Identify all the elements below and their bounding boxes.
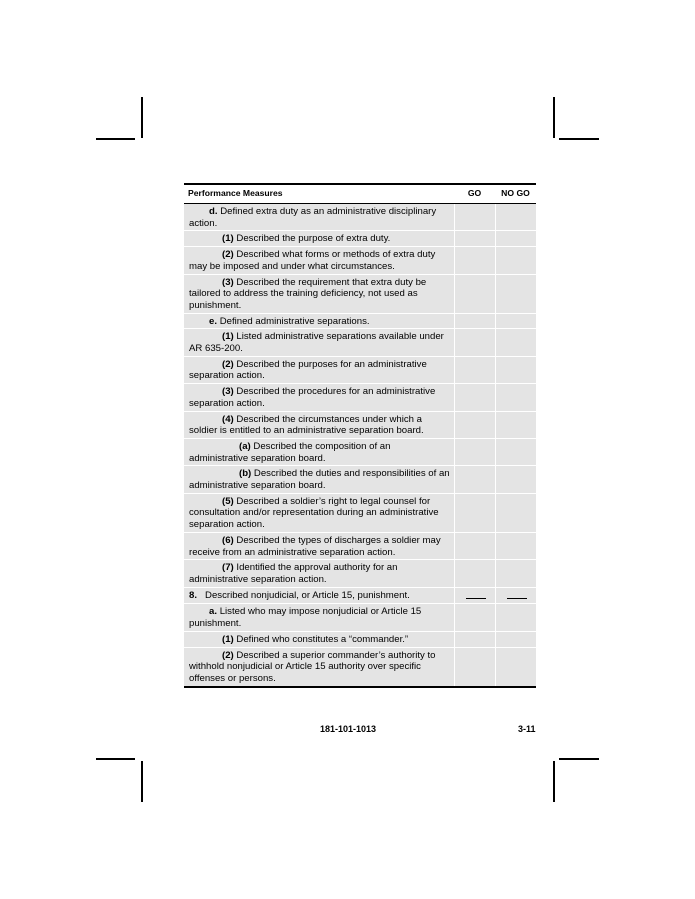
no-go-cell[interactable] [495, 356, 536, 383]
measure-cell [184, 532, 454, 559]
table-row [184, 274, 536, 313]
measure-text: Described the purpose of extra duty. [236, 233, 391, 245]
measure-text: Described a soldier’s right to legal counsel for consultation and/or representation during an administrative separation action. [189, 495, 439, 531]
go-cell[interactable] [454, 631, 495, 647]
measure-label: (4) [222, 413, 234, 425]
table-row [184, 631, 536, 647]
measure-text: Described nonjudicial, or Article 15, punishment. [205, 589, 410, 601]
measure-label: (7) [222, 562, 234, 574]
measure-cell [184, 466, 454, 493]
table-row [184, 231, 536, 247]
no-go-cell[interactable] [495, 204, 536, 231]
table-row [184, 313, 536, 329]
measure-cell [184, 647, 454, 687]
measure-label: 8. [189, 589, 198, 601]
crop-mark [96, 138, 135, 140]
no-go-cell[interactable] [495, 313, 536, 329]
measure-text: Defined extra duty as an administrative disciplinary action. [189, 206, 437, 229]
crop-mark [559, 758, 599, 760]
measure-cell [184, 329, 454, 356]
measure-cell [184, 313, 454, 329]
measure-cell [184, 274, 454, 313]
go-cell[interactable] [454, 313, 495, 329]
go-cell[interactable] [454, 604, 495, 631]
table-row [184, 493, 536, 532]
measure-text: Described the procedures for an administrative separation action. [189, 386, 436, 409]
no-go-header: NO GO [495, 184, 536, 204]
measure-label: (6) [222, 534, 234, 546]
go-cell[interactable] [454, 384, 495, 411]
table-row [184, 438, 536, 465]
no-go-cell[interactable] [495, 631, 536, 647]
measure-text: Defined administrative separations. [219, 315, 370, 327]
measure-text: Defined who constitutes a “commander.” [236, 633, 409, 645]
table-row [184, 356, 536, 383]
document-code: 181-101-1013 [320, 724, 377, 734]
crop-mark [141, 761, 143, 802]
table-row [184, 560, 536, 587]
measure-text: Identified the approval authority for an administrative separation action. [189, 562, 398, 585]
go-cell[interactable] [454, 329, 495, 356]
table-header-row [184, 184, 536, 204]
measure-label: (1) [222, 633, 234, 645]
no-go-cell[interactable] [495, 274, 536, 313]
no-go-blank-line [507, 590, 527, 599]
measure-text: Described a superior commander’s authority to withhold nonjudicial or Article 15 authority over specific offenses or persons. [189, 649, 436, 684]
no-go-cell[interactable] [495, 560, 536, 587]
table-row-main-task [184, 587, 536, 604]
table-row [184, 247, 536, 274]
no-go-cell[interactable] [495, 411, 536, 438]
measure-label: (1) [222, 233, 234, 245]
no-go-cell[interactable] [495, 604, 536, 631]
measure-label: (3) [222, 386, 234, 398]
go-cell[interactable] [454, 532, 495, 559]
crop-mark [553, 761, 555, 802]
crop-mark [553, 97, 555, 138]
measure-cell [184, 560, 454, 587]
measure-text: Listed who may impose nonjudicial or Article 15 punishment. [189, 606, 422, 630]
no-go-cell[interactable] [495, 384, 536, 411]
go-cell[interactable] [454, 204, 495, 231]
go-cell[interactable] [454, 231, 495, 247]
table-row [184, 532, 536, 559]
measure-text: Described the circumstances under which a soldier is entitled to an administrative separation board. [189, 413, 424, 437]
go-cell[interactable] [454, 560, 495, 587]
measure-text: Described the requirement that extra duty be tailored to address the training deficiency, not used as punishment. [189, 276, 427, 311]
measure-label: d. [209, 206, 218, 217]
table-row [184, 384, 536, 411]
measure-label: (3) [222, 276, 234, 288]
table-row [184, 647, 536, 687]
measure-label: (5) [222, 495, 234, 507]
measure-cell [184, 493, 454, 532]
measure-cell [184, 204, 454, 231]
measure-label: (2) [222, 249, 234, 261]
performance-measures-header: Performance Measures [184, 184, 454, 204]
go-cell[interactable] [454, 438, 495, 465]
crop-mark [141, 97, 143, 138]
go-cell[interactable] [454, 587, 495, 604]
go-cell[interactable] [454, 356, 495, 383]
measure-cell [184, 247, 454, 274]
measure-label: (2) [222, 649, 234, 661]
go-cell[interactable] [454, 247, 495, 274]
no-go-cell[interactable] [495, 493, 536, 532]
measure-text: Described the types of discharges a soldier may receive from an administrative separation action. [189, 534, 441, 558]
measure-cell [184, 604, 454, 631]
page-number: 3-11 [518, 724, 536, 734]
crop-mark [559, 138, 599, 140]
no-go-cell[interactable] [495, 532, 536, 559]
no-go-cell[interactable] [495, 247, 536, 274]
table-row [184, 204, 536, 231]
table-row [184, 604, 536, 631]
no-go-cell[interactable] [495, 329, 536, 356]
measure-text: Described the composition of an administrative separation board. [189, 440, 391, 464]
measure-label: a. [209, 606, 218, 618]
measure-cell [184, 411, 454, 438]
go-cell[interactable] [454, 466, 495, 493]
measure-label: (a) [239, 440, 251, 452]
measure-text: Described the duties and responsibilities of an administrative separation board. [189, 468, 450, 492]
measure-label: (1) [222, 331, 234, 343]
measure-label: e. [209, 315, 218, 327]
measure-cell [184, 384, 454, 411]
table-row [184, 466, 536, 493]
measure-text: Described what forms or methods of extra duty may be imposed and under what circumstances. [189, 249, 436, 272]
measure-cell [184, 631, 454, 647]
crop-mark [96, 758, 135, 760]
go-cell[interactable] [454, 647, 495, 687]
go-blank-line [466, 590, 486, 599]
go-header: GO [454, 184, 495, 204]
measure-text: Listed administrative separations available under AR 635-200. [189, 331, 444, 355]
no-go-cell[interactable] [495, 438, 536, 465]
no-go-cell[interactable] [495, 466, 536, 493]
performance-measures-table [184, 183, 536, 688]
no-go-cell[interactable] [495, 231, 536, 247]
measure-cell [184, 587, 454, 604]
no-go-cell[interactable] [495, 587, 536, 604]
go-cell[interactable] [454, 411, 495, 438]
measure-label: (2) [222, 358, 234, 370]
table-row [184, 329, 536, 356]
measure-label: (b) [239, 468, 252, 480]
no-go-cell[interactable] [495, 647, 536, 687]
table-row [184, 411, 536, 438]
measure-cell [184, 438, 454, 465]
measure-cell [184, 356, 454, 383]
go-cell[interactable] [454, 493, 495, 532]
go-cell[interactable] [454, 274, 495, 313]
measure-text: Described the purposes for an administrative separation action. [189, 358, 427, 382]
measure-cell [184, 231, 454, 247]
